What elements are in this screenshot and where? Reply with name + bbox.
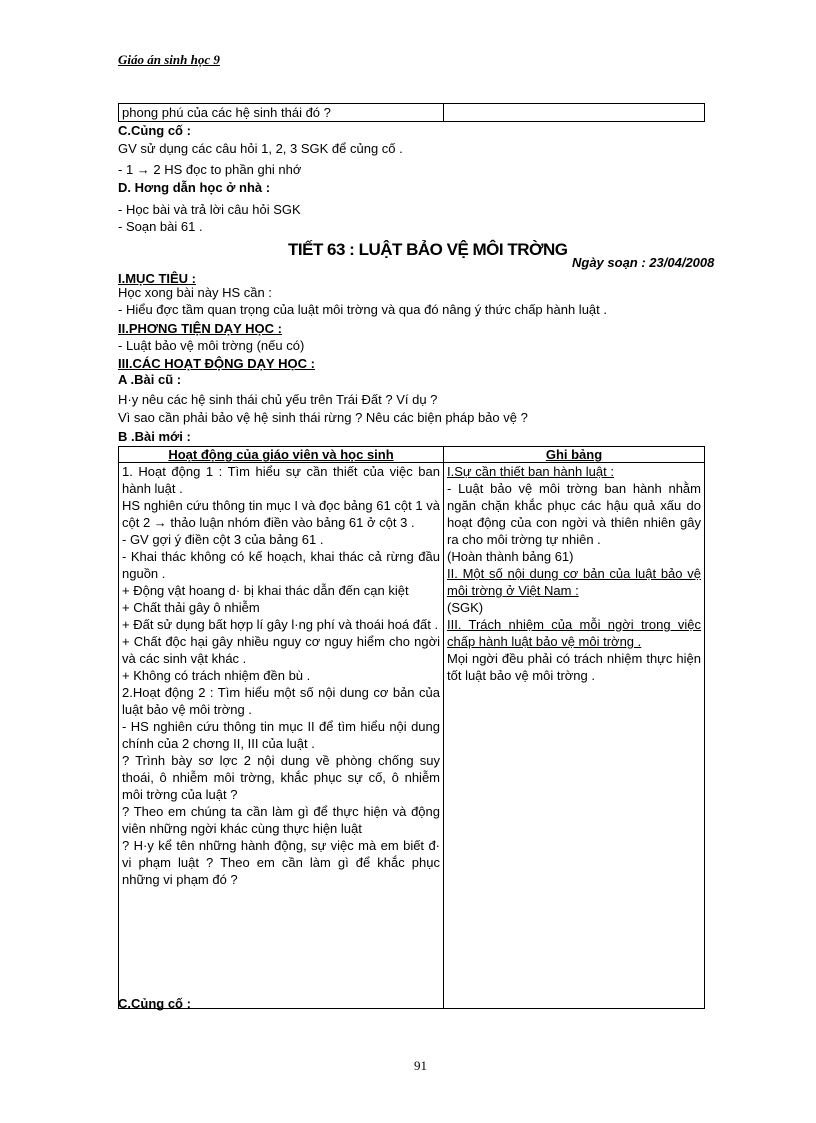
huong-dan-line-1: - Học bài và trả lời câu hỏi SGK [118, 202, 301, 217]
hoat-dong-heading: III.CÁC HOẠT ĐỘNG DẠY HỌC : [118, 356, 315, 371]
note-line: Mọi ngời đều phải có trách nhiệm thực hiện tốt luật bảo vệ môi trờng . [447, 651, 701, 683]
lesson-table [118, 446, 705, 1009]
note-line: (Hoàn thành bảng 61) [447, 549, 574, 564]
activity-line: - Khai thác không có kế hoạch, khai thác cả rừng đầu nguồn . [122, 549, 440, 581]
activity-line: ? Theo em chúng ta cần làm gì để thực hiện và động viên những ngời khác cùng thực hiện luật [122, 804, 440, 836]
muc-tieu-line-1: Học xong bài này HS cần : [118, 285, 272, 300]
huong-dan-heading: D. Hơng dẫn học ở nhà : [118, 180, 271, 195]
cung-co-line-2: - 1 → 2 HS đọc to phần ghi nhớ [118, 162, 302, 177]
activity-line: ? H·y kể tên những hành động, sự việc mà em biết đ· vi phạm luật ? Theo em cần làm gì để khắc phục những vi phạm đó ? [122, 838, 440, 887]
huong-dan-line-2: - Soạn bài 61 . [118, 219, 203, 234]
phuong-tien-heading: II.PHƠNG TIỆN DẠY HỌC : [118, 321, 282, 336]
bai-moi-heading: B .Bài mới : [118, 429, 191, 444]
cung-co-line-1: GV sử dụng các câu hỏi 1, 2, 3 SGK để củng cố . [118, 141, 403, 156]
footer-cung-co-heading: C.Củng cố : [118, 996, 191, 1011]
bai-cu-heading: A .Bài cũ : [118, 372, 182, 387]
activity-line: + Động vật hoang d· bị khai thác dẫn đến cạn kiệt [122, 583, 409, 598]
table-header-notes: Ghi bảng [444, 447, 705, 463]
activity-line: + Không có trách nhiệm đền bù . [122, 668, 311, 683]
activities-cell [119, 463, 444, 1009]
activity-line: HS nghiên cứu thông tin mục I và đọc bảng 61 cột 1 và cột 2 → thảo luận nhóm điền vào bảng 61 ở cột 3 . [122, 498, 440, 530]
table-header-activities: Hoạt động của giáo viên và học sinh [119, 447, 444, 463]
notes-cell [444, 463, 705, 1009]
activity-line: 1. Hoạt động 1 : Tìm hiểu sự cần thiết của việc ban hành luật . [122, 464, 440, 496]
activity-line: - GV gợi ý điền cột 3 của bảng 61 . [122, 532, 324, 547]
continued-table [118, 103, 705, 122]
muc-tieu-line-2: - Hiểu đợc tầm quan trọng của luật môi trờng và qua đó nâng ý thức chấp hành luật . [118, 302, 607, 317]
cung-co-heading: C.Củng cố : [118, 123, 191, 138]
phuong-tien-line-1: - Luật bảo vệ môi trờng (nếu có) [118, 338, 305, 353]
activity-line: ? Trình bày sơ lợc 2 nội dung về phòng chống suy thoái, ô nhiễm môi trờng, khắc phục sự cố, ô nhiễm môi trờng của luật ? [122, 753, 440, 802]
bai-cu-line-2: Vì sao cần phải bảo vệ hệ sinh thái rừng ? Nêu các biện pháp bảo vệ ? [118, 410, 528, 425]
note-line: (SGK) [447, 600, 484, 615]
note-heading-3: III. Trách nhiệm của mỗi ngời trong việc chấp hành luật bảo vệ môi trờng . [447, 617, 701, 649]
bai-cu-line-1: H·y nêu các hệ sinh thái chủ yếu trên Trái Đất ? Ví dụ ? [118, 392, 438, 407]
lesson-date: Ngày soạn : 23/04/2008 [572, 255, 715, 270]
lesson-title: TIẾT 63 : LUẬT BẢO VỆ MÔI TRỜNG [288, 240, 568, 259]
continued-cell-left: phong phú của các hệ sinh thái đó ? [119, 104, 444, 122]
document-header: Giáo án sinh học 9 [118, 52, 220, 67]
continued-cell-right [444, 104, 705, 122]
note-line: - Luật bảo vệ môi trờng ban hành nhằm ngăn chặn khắc phục các hậu quả xấu do hoạt động của con ngời và thiên nhiên gây ra cho môi trờng tự nhiên . [447, 481, 701, 547]
note-heading-2: II. Một số nội dung cơ bản của luật bảo vệ môi trờng ở Việt Nam : [447, 566, 701, 598]
activity-line: + Chất thải gây ô nhiễm [122, 600, 260, 615]
note-heading-1: I.Sự cần thiết ban hành luật : [447, 464, 614, 479]
muc-tieu-heading: I.MỤC TIÊU : [118, 271, 196, 286]
activity-line: 2.Hoạt động 2 : Tìm hiểu một số nội dung cơ bản của luật bảo vệ môi trờng . [122, 685, 440, 717]
activity-line: + Đất sử dụng bất hợp lí gây l·ng phí và thoái hoá đất . [122, 617, 439, 632]
activity-line: + Chất độc hại gây nhiều nguy cơ nguy hiểm cho ngời và các sinh vật khác . [122, 634, 440, 666]
page-number: 91 [414, 1058, 427, 1073]
activity-line: - HS nghiên cứu thông tin mục II để tìm hiểu nội dung chính của 2 chơng II, III của luật . [122, 719, 440, 751]
